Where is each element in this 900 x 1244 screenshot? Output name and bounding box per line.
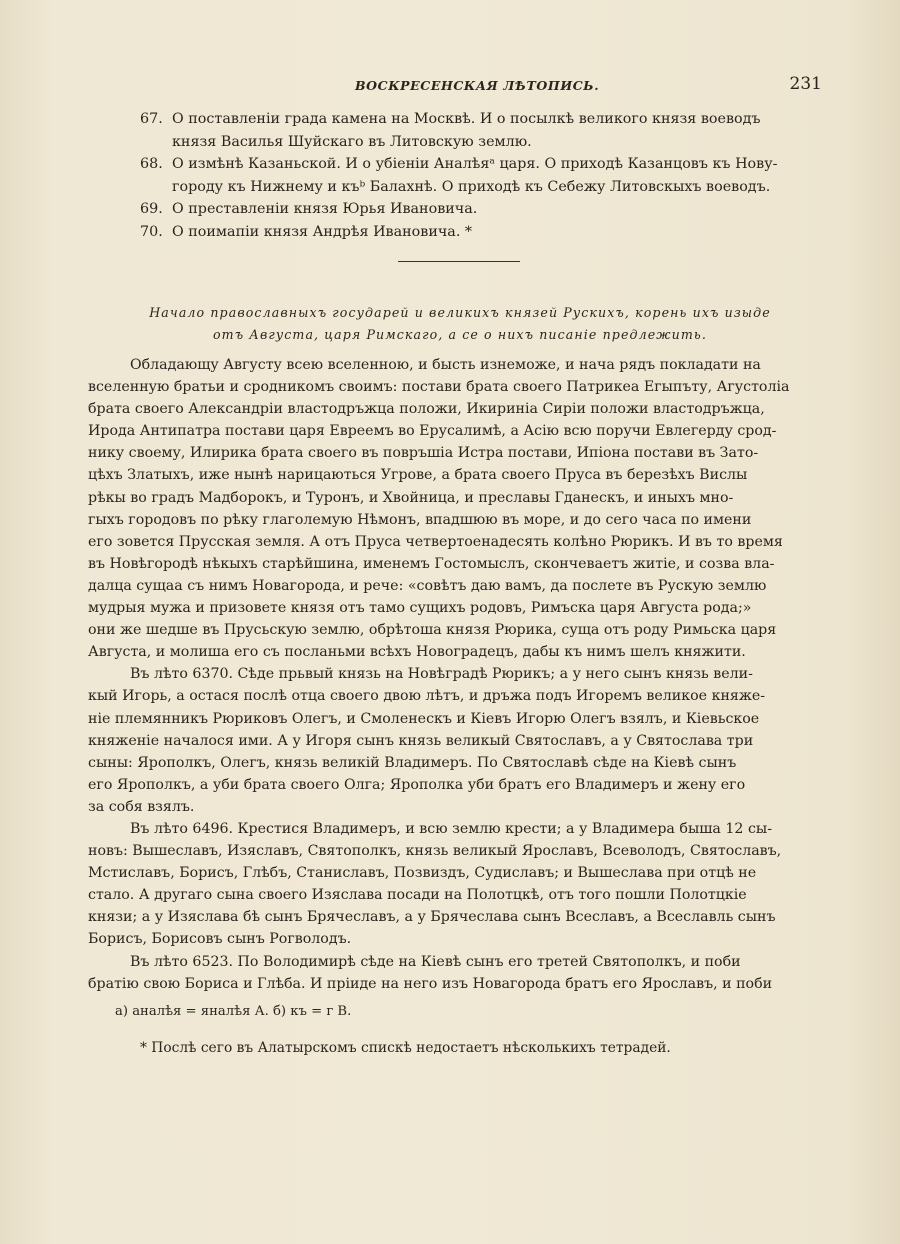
section-heading [88, 302, 832, 346]
text-line: нику своему, Илирика брата своего въ повръшіа Истра постави, Ипіона постави въ Зато- [88, 445, 759, 462]
text-line: въ Новѣгородѣ нѣкыхъ старѣйшина, именемъ Гостомыслъ, скончеваетъ житіе, и созва вла- [88, 555, 775, 572]
page-number: 231 [789, 74, 822, 94]
running-head [0, 76, 900, 98]
paragraph [88, 951, 824, 995]
text-line: князи; а у Изяслава бѣ сынъ Брячеславъ, а у Брячеслава сынъ Всеславъ, а Всеславль сынъ [88, 909, 776, 926]
toc-item [140, 198, 840, 221]
text-line: Ирода Антипатра постави царя Евреемъ во Ерусалимѣ, а Асію всю поручи Евлегерду срод- [88, 423, 777, 440]
text-line: Августа, и молиша его съ посланьми всѣхъ Новоградецъ, дабы къ нимъ шелъ княжити. [88, 644, 746, 661]
text-line: Борисъ, Борисовъ сынъ Рогволодъ. [88, 931, 352, 948]
toc-text: князя Василья Шуйскаго въ Литовскую землю. [172, 133, 532, 150]
text-line: цѣхъ Златыхъ, иже нынѣ нарицаються Угрове, а брата своего Пруса въ березѣхъ Вислы [88, 467, 748, 484]
text-line: за собя взялъ. [88, 798, 195, 815]
text-line: вселенную братьи и сродникомъ своимъ: постави брата своего Патрикеа Егыпъту, Агустоліа [88, 379, 790, 396]
toc-text: О поимапіи князя Андрѣя Ивановича. * [172, 223, 473, 240]
text-line: его зовется Прусская земля. А отъ Пруса четвертоенадесять колѣно Рюрикъ. И въ то время [88, 533, 783, 550]
toc-number: 67. [140, 111, 163, 127]
table-of-contents [140, 108, 840, 243]
toc-item [140, 153, 840, 198]
text-line: гыхъ городовъ по рѣку глаголемую Нѣмонъ, впадшюю въ море, и до сего часа по имени [88, 511, 752, 528]
toc-number: 70. [140, 223, 163, 240]
text-line: сыны: Ярополкъ, Олегъ, князь великій Владимеръ. По Святославѣ сѣде на Кіевѣ сынъ [88, 754, 737, 771]
toc-text: О поставленіи града камена на Москвѣ. И о посылкѣ великого князя воеводъ [172, 111, 761, 127]
text-line: брата своего Александріи властодръжца положи, Икириніа Сиріи положи властодръжца, [88, 401, 765, 418]
running-title: ВОСКРЕСЕНСКАЯ ЛѢТОПИСЬ. [355, 78, 600, 93]
paragraph [88, 354, 824, 663]
text-line: Въ лѣто 6496. Крестися Владимеръ, и всю землю крести; а у Владимера быша 12 сы- [130, 820, 772, 837]
toc-number: 68. [140, 156, 163, 172]
footnote-star: * Послѣ сего въ Алатырскомъ спискѣ недостаетъ нѣсколькихъ тетрадей. [140, 1040, 671, 1056]
text-line: Обладающу Августу всею вселенною, и бысть изнеможе, и нача рядъ покладати на [130, 357, 761, 373]
text-line: кый Игорь, а остася послѣ отца своего двою лѣтъ, и дръжа подъ Игоремъ великое княже- [88, 688, 766, 705]
section-divider [398, 261, 520, 262]
text-line: княженіе началося ими. А у Игоря сынъ князь великый Святославъ, а у Святослава три [88, 732, 754, 749]
heading-line: отъ Августа, царя Римскаго, а се о нихъ писаніе предлежить. [212, 327, 707, 342]
toc-number: 69. [140, 201, 163, 217]
text-line: Въ лѣто 6523. По Володимирѣ сѣде на Кіевѣ сынъ его третей Святополкъ, и поби [130, 953, 741, 970]
text-line: его Ярополкъ, а уби брата своего Олга; Ярополка уби братъ его Владимеръ и жену его [88, 776, 746, 793]
text-line: они же шедше въ Прусьскую землю, обрѣтоша князя Рюрика, суща отъ роду Римьска царя [88, 622, 777, 639]
text-line: стало. А другаго сына своего Изяслава посади на Полотцкѣ, отъ того пошли Полотцкіе [88, 887, 747, 904]
footnote-variants: а) аналѣя = яналѣя А. б) къ = г В. [115, 1004, 352, 1019]
toc-text: О преставленіи князя Юрья Ивановича. [172, 201, 478, 217]
text-line: далца сущаа съ нимъ Новагорода, и рече: «совѣтъ даю вамъ, да послете въ Рускую землю [88, 577, 767, 594]
paragraph [88, 818, 824, 951]
text-line: ніе племянникъ Рюриковъ Олегъ, и Смоленескъ и Кіевъ Игорю Олегъ взялъ, и Кіевьское [88, 710, 760, 727]
toc-item [140, 108, 840, 153]
text-line: братію свою Бориса и Глѣба. И пріиде на него изъ Новагорода братъ его Ярославъ, и поби [88, 975, 773, 992]
body-text [88, 354, 824, 995]
toc-text: О измѣнѣ Казаньской. И о убіеніи Аналѣяᵃ царя. О приходѣ Казанцовъ къ Нову- [172, 156, 778, 172]
heading-line: Начало православныхъ государей и великихъ князей Рускихъ, корень ихъ изыде [149, 305, 771, 320]
text-line: новъ: Вышеславъ, Изяславъ, Святополкъ, князь великый Ярославъ, Всеволодъ, Святославъ, [88, 843, 782, 860]
toc-item [140, 221, 840, 244]
toc-text: городу къ Нижнему и къᵇ Балахнѣ. О приходѣ къ Себежу Литовскыхъ воеводъ. [172, 178, 771, 195]
paragraph [88, 663, 824, 818]
text-line: Мстиславъ, Борисъ, Глѣбъ, Станиславъ, Позвиздъ, Судиславъ; и Вышеслава при отцѣ не [88, 865, 757, 882]
text-line: мудрыя мужа и призовете князя отъ тамо сущихъ родовъ, Римъска царя Августа рода;» [88, 600, 752, 617]
text-line: рѣкы во градъ Мадборокъ, и Туронъ, и Хвойница, и преславы Гданескъ, и иныхъ мно- [88, 489, 734, 506]
text-line: Въ лѣто 6370. Сѣде прьвый князь на Новѣградѣ Рюрикъ; а у него сынъ князь вели- [130, 666, 753, 683]
